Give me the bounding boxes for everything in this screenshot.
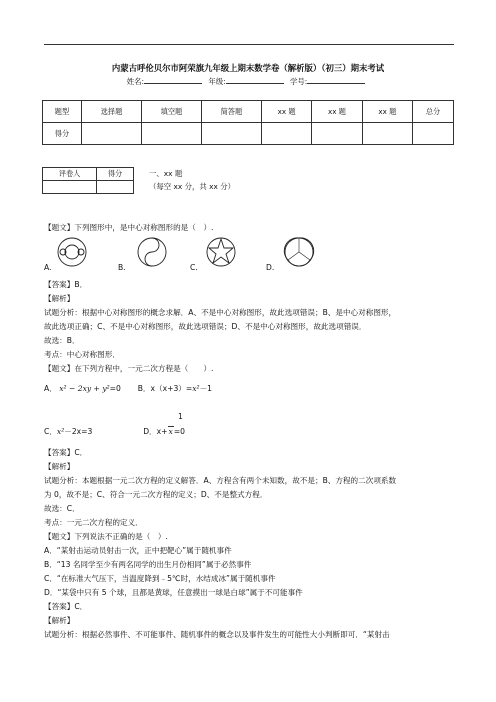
q3-option-c: C．“在标准大气压下，当温度降到﹣5℃时，水结成冰”属于随机事件 — [44, 574, 276, 583]
score-table-header-row — [43, 101, 454, 123]
q1-option-label: A. — [44, 263, 52, 272]
q3-option-d: D．“某袋中只有 5 个球，且都是黄球，任意摸出一球是白球”属于不可能事件 — [44, 588, 303, 597]
q2-knowledge-point: 考点：一元二次方程的定义． — [44, 518, 143, 527]
score-header-cell: 简答题 — [201, 101, 261, 123]
name-blank[interactable] — [144, 76, 202, 84]
q2-answer: 【答案】C． — [44, 448, 88, 457]
score-cell[interactable] — [261, 123, 311, 145]
q2-analysis-line-2: 为 0，故不是；C、符合一元二次方程的定义；D、不是整式方程． — [44, 490, 268, 499]
q2-option-d-denominator: x — [168, 427, 173, 436]
section-heading — [149, 167, 235, 193]
q2-analysis-line-1: 试题分析：本题根据一元二次方程的定义解答．A、方程含有两个未知数，故不是；B、方程的二次项系数 — [44, 476, 397, 485]
header-rule — [44, 44, 454, 45]
class-label: 年级: — [208, 77, 226, 86]
score-header-cell: xx 题 — [261, 101, 311, 123]
q2-option-d-tail: =0 — [173, 427, 186, 436]
q1-analysis-line-1: 试题分析：根据中心对称图形的概念求解．A、不是中心对称图形，故此选项错误；B、是中心对称图形， — [44, 308, 397, 317]
score-header-cell: 总分 — [413, 101, 454, 123]
score-header-cell: xx 题 — [362, 101, 412, 123]
q2-option-b-tail: －1 — [199, 384, 213, 393]
grader-header-cell: 得分 — [97, 168, 134, 181]
q1-option-label: B. — [118, 263, 126, 272]
name-label: 姓名: — [126, 77, 144, 86]
q3-option-b: B．“13 名同学至少有两名同学的出生月份相同”属于必然事件 — [44, 560, 252, 569]
q3-analysis-title: 【解析】 — [44, 616, 75, 625]
score-cell[interactable] — [362, 123, 412, 145]
score-cell[interactable] — [141, 123, 201, 145]
q2-option-a-b — [44, 383, 212, 394]
number-label: 学号: — [290, 77, 308, 86]
score-cell[interactable] — [312, 123, 362, 145]
grader-table — [42, 167, 134, 194]
q2-option-c-d — [44, 426, 185, 437]
q1-option-label: D. — [266, 263, 275, 272]
grader-cell[interactable] — [43, 181, 97, 194]
q2-option-b-expression: x² — [192, 384, 200, 393]
class-blank[interactable] — [226, 76, 284, 84]
q3-analysis-line-1: 试题分析：根据必然事件、不可能事件、随机事件的概念以及事件发生的可能性大小判断即可．“某射击 — [44, 630, 390, 639]
q2-option-c-expression: x² — [56, 427, 65, 436]
page-title: 内蒙古呼伦贝尔市阿荣旗九年级上期末数学卷（解析版）（初三）期末考试 — [111, 63, 385, 73]
score-row-label: 得分 — [43, 123, 82, 145]
score-table-score-row — [43, 123, 454, 145]
q2-option-b-label: B．x（x+3）= — [137, 384, 193, 393]
q2-option-d-label: D．x+ — [143, 427, 168, 436]
grader-header-cell: 评卷人 — [43, 168, 97, 181]
grader-cell[interactable] — [97, 181, 134, 194]
ring-figure-icon — [56, 236, 88, 268]
q3-stem: 【题文】下列说法不正确的是（ ）. — [44, 532, 168, 541]
student-info-line — [0, 76, 496, 87]
score-header-cell: xx 题 — [312, 101, 362, 123]
q2-option-c-tail: －2x=3 — [64, 427, 93, 436]
taiji-figure-icon — [136, 236, 168, 268]
q3-answer: 【答案】C． — [44, 602, 88, 611]
q2-option-d-numerator: 1 — [178, 412, 183, 421]
q2-stem: 【题文】在下列方程中，一元二次方程是（ ）. — [44, 364, 214, 373]
q2-option-a-label: A． — [44, 384, 57, 393]
score-cell[interactable] — [82, 123, 142, 145]
section-note: （每空 xx 分，共 xx 分） — [149, 182, 236, 191]
q2-conclusion: 故选：C． — [44, 504, 80, 513]
q2-option-a-expression: x² − 2xy + y² — [59, 384, 110, 393]
section-title: 一、xx 题 — [149, 169, 183, 178]
q2-option-a-tail: =0 — [109, 384, 121, 393]
q3-option-a: A．“某射击运动员射击一次，正中把靶心”属于随机事件 — [44, 546, 232, 555]
star-figure-icon — [204, 236, 238, 268]
q1-answer: 【答案】B． — [44, 280, 88, 289]
q2-analysis-title: 【解析】 — [44, 462, 75, 471]
q1-option-label: C. — [190, 263, 198, 272]
q1-analysis-line-2: 故此选项正确；C、不是中心对称图形，故此选项错误；D、不是中心对称图形，故此选项错误． — [44, 322, 367, 331]
score-header-cell: 题型 — [43, 101, 82, 123]
q1-stem: 【题文】下列图形中，是中心对称图形的是（ ）. — [44, 223, 214, 232]
score-header-cell: 填空题 — [141, 101, 201, 123]
q1-analysis-title: 【解析】 — [44, 294, 75, 303]
q1-knowledge-point: 考点：中心对称图形． — [44, 350, 120, 359]
score-table — [42, 100, 454, 145]
q1-options — [44, 236, 324, 276]
q1-conclusion: 故选：B． — [44, 336, 80, 345]
arcs-figure-icon — [282, 236, 316, 268]
score-cell[interactable] — [413, 123, 454, 145]
score-header-cell: 选择题 — [82, 101, 142, 123]
score-cell[interactable] — [201, 123, 261, 145]
q2-option-c-label: C． — [44, 427, 57, 436]
number-blank[interactable] — [307, 76, 365, 84]
